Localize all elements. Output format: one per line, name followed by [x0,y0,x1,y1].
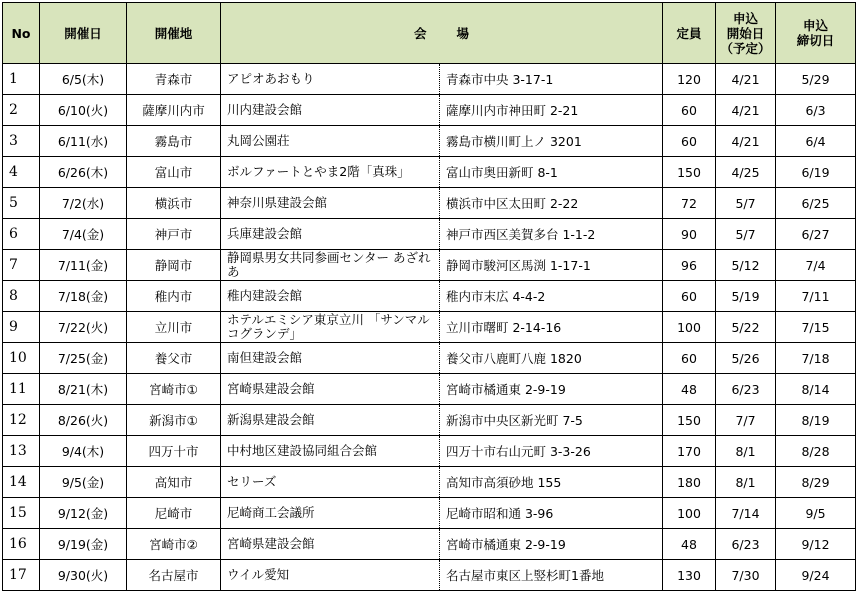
table-row [3,281,856,312]
application-open-date: 5/22 [716,312,776,343]
venue-name: 川内建設会館 [221,95,440,126]
table-row [3,405,856,436]
venue-address: 名古屋市東区上竪杉町1番地 [440,560,663,591]
application-open-date: 4/21 [716,64,776,95]
event-city: 養父市 [127,343,221,374]
event-date: 6/11(水) [40,126,127,157]
venue-address: 富山市奥田新町 8-1 [440,157,663,188]
application-close-date: 6/3 [776,95,856,126]
table-row [3,467,856,498]
application-close-date: 5/29 [776,64,856,95]
application-close-date: 9/5 [776,498,856,529]
event-city: 高知市 [127,467,221,498]
venue-name: 南但建設会館 [221,343,440,374]
row-number: 15 [3,498,40,529]
event-date: 9/19(金) [40,529,127,560]
application-close-date: 6/25 [776,188,856,219]
header-capacity: 定員 [663,3,716,64]
application-open-date: 4/25 [716,157,776,188]
application-close-date: 8/14 [776,374,856,405]
venue-name: 静岡県男女共同参画センター あざれあ [221,250,440,281]
table-row [3,95,856,126]
header-open-date: 申込 開始日 （予定） [716,3,776,64]
venue-address: 宮崎市橘通東 2-9-19 [440,529,663,560]
event-city: 宮崎市① [127,374,221,405]
application-open-date: 4/21 [716,126,776,157]
venue-address: 静岡市駿河区馬渕 1-17-1 [440,250,663,281]
event-city: 横浜市 [127,188,221,219]
event-date: 9/4(木) [40,436,127,467]
application-open-date: 5/19 [716,281,776,312]
event-date: 7/18(金) [40,281,127,312]
row-number: 5 [3,188,40,219]
venue-address: 稚内市末広 4-4-2 [440,281,663,312]
row-number: 2 [3,95,40,126]
row-number: 11 [3,374,40,405]
event-date: 8/26(火) [40,405,127,436]
capacity: 90 [663,219,716,250]
header-no: No [3,3,40,64]
capacity: 150 [663,405,716,436]
header-venue: 会場 [221,3,663,64]
event-date: 7/22(火) [40,312,127,343]
row-number: 17 [3,560,40,591]
event-date: 9/12(金) [40,498,127,529]
venue-name: 中村地区建設協同組合会館 [221,436,440,467]
table-row [3,157,856,188]
event-date: 7/11(金) [40,250,127,281]
venue-address: 青森市中央 3-17-1 [440,64,663,95]
venue-name: ホテルエミシア東京立川 「サンマルコグランデ」 [221,312,440,343]
table-row [3,126,856,157]
venue-name: 丸岡公園荘 [221,126,440,157]
application-open-date: 6/23 [716,529,776,560]
venue-address: 尼崎市昭和通 3-96 [440,498,663,529]
event-city: 宮崎市② [127,529,221,560]
venue-address: 養父市八鹿町八鹿 1820 [440,343,663,374]
application-close-date: 6/19 [776,157,856,188]
capacity: 130 [663,560,716,591]
application-close-date: 9/12 [776,529,856,560]
venue-name: 稚内建設会館 [221,281,440,312]
venue-address: 横浜市中区太田町 2-22 [440,188,663,219]
event-date: 9/30(火) [40,560,127,591]
application-close-date: 7/18 [776,343,856,374]
venue-name: 神奈川県建設会館 [221,188,440,219]
venue-name: ウイル愛知 [221,560,440,591]
event-city: 稚内市 [127,281,221,312]
capacity: 150 [663,157,716,188]
event-date: 6/10(火) [40,95,127,126]
venue-name: 兵庫建設会館 [221,219,440,250]
application-close-date: 7/15 [776,312,856,343]
capacity: 120 [663,64,716,95]
capacity: 100 [663,498,716,529]
venue-address: 霧島市横川町上ノ 3201 [440,126,663,157]
application-open-date: 6/23 [716,374,776,405]
table-row [3,64,856,95]
capacity: 60 [663,95,716,126]
venue-name: ボルファートとやま2階「真珠」 [221,157,440,188]
application-open-date: 5/7 [716,188,776,219]
table-row [3,219,856,250]
event-city: 尼崎市 [127,498,221,529]
application-close-date: 8/28 [776,436,856,467]
venue-name: 宮崎県建設会館 [221,374,440,405]
venue-name: アピオあおもり [221,64,440,95]
venue-address: 神戸市西区美賀多台 1-1-2 [440,219,663,250]
event-city: 青森市 [127,64,221,95]
table-row [3,560,856,591]
table-row [3,436,856,467]
application-open-date: 7/14 [716,498,776,529]
application-close-date: 6/4 [776,126,856,157]
event-city: 四万十市 [127,436,221,467]
event-city: 富山市 [127,157,221,188]
event-date: 7/2(水) [40,188,127,219]
venue-name: 新潟県建設会館 [221,405,440,436]
application-open-date: 5/7 [716,219,776,250]
capacity: 72 [663,188,716,219]
application-open-date: 5/26 [716,343,776,374]
capacity: 180 [663,467,716,498]
row-number: 4 [3,157,40,188]
event-date: 6/5(木) [40,64,127,95]
venue-name: 尼崎商工会議所 [221,498,440,529]
table-row [3,529,856,560]
row-number: 6 [3,219,40,250]
event-city: 新潟市① [127,405,221,436]
application-open-date: 4/21 [716,95,776,126]
row-number: 1 [3,64,40,95]
event-date: 7/25(金) [40,343,127,374]
event-city: 名古屋市 [127,560,221,591]
header-city: 開催地 [127,3,221,64]
row-number: 12 [3,405,40,436]
capacity: 60 [663,281,716,312]
application-open-date: 7/30 [716,560,776,591]
venue-address: 立川市曙町 2-14-16 [440,312,663,343]
application-open-date: 8/1 [716,467,776,498]
venue-name: 宮崎県建設会館 [221,529,440,560]
row-number: 8 [3,281,40,312]
event-date: 8/21(木) [40,374,127,405]
schedule-table [2,2,856,591]
application-open-date: 8/1 [716,436,776,467]
event-city: 静岡市 [127,250,221,281]
table-row [3,374,856,405]
row-number: 13 [3,436,40,467]
application-open-date: 5/12 [716,250,776,281]
capacity: 60 [663,343,716,374]
event-city: 神戸市 [127,219,221,250]
application-close-date: 7/4 [776,250,856,281]
event-date: 9/5(金) [40,467,127,498]
capacity: 48 [663,529,716,560]
venue-address: 四万十市右山元町 3-3-26 [440,436,663,467]
header-date: 開催日 [40,3,127,64]
row-number: 16 [3,529,40,560]
table-row [3,188,856,219]
table-row [3,498,856,529]
table-row [3,312,856,343]
event-city: 薩摩川内市 [127,95,221,126]
row-number: 3 [3,126,40,157]
application-close-date: 6/27 [776,219,856,250]
event-date: 7/4(金) [40,219,127,250]
header-close-date: 申込 締切日 [776,3,856,64]
venue-name: セリーズ [221,467,440,498]
venue-address: 新潟市中央区新光町 7-5 [440,405,663,436]
capacity: 96 [663,250,716,281]
capacity: 60 [663,126,716,157]
row-number: 10 [3,343,40,374]
application-close-date: 9/24 [776,560,856,591]
venue-address: 薩摩川内市神田町 2-21 [440,95,663,126]
table-row [3,250,856,281]
table-row [3,343,856,374]
application-close-date: 8/29 [776,467,856,498]
venue-address: 高知市高須砂地 155 [440,467,663,498]
capacity: 100 [663,312,716,343]
venue-address: 宮崎市橘通東 2-9-19 [440,374,663,405]
header-row [3,3,856,64]
event-date: 6/26(木) [40,157,127,188]
row-number: 9 [3,312,40,343]
application-close-date: 7/11 [776,281,856,312]
capacity: 48 [663,374,716,405]
application-close-date: 8/19 [776,405,856,436]
application-open-date: 7/7 [716,405,776,436]
row-number: 14 [3,467,40,498]
event-city: 立川市 [127,312,221,343]
event-city: 霧島市 [127,126,221,157]
capacity: 170 [663,436,716,467]
row-number: 7 [3,250,40,281]
